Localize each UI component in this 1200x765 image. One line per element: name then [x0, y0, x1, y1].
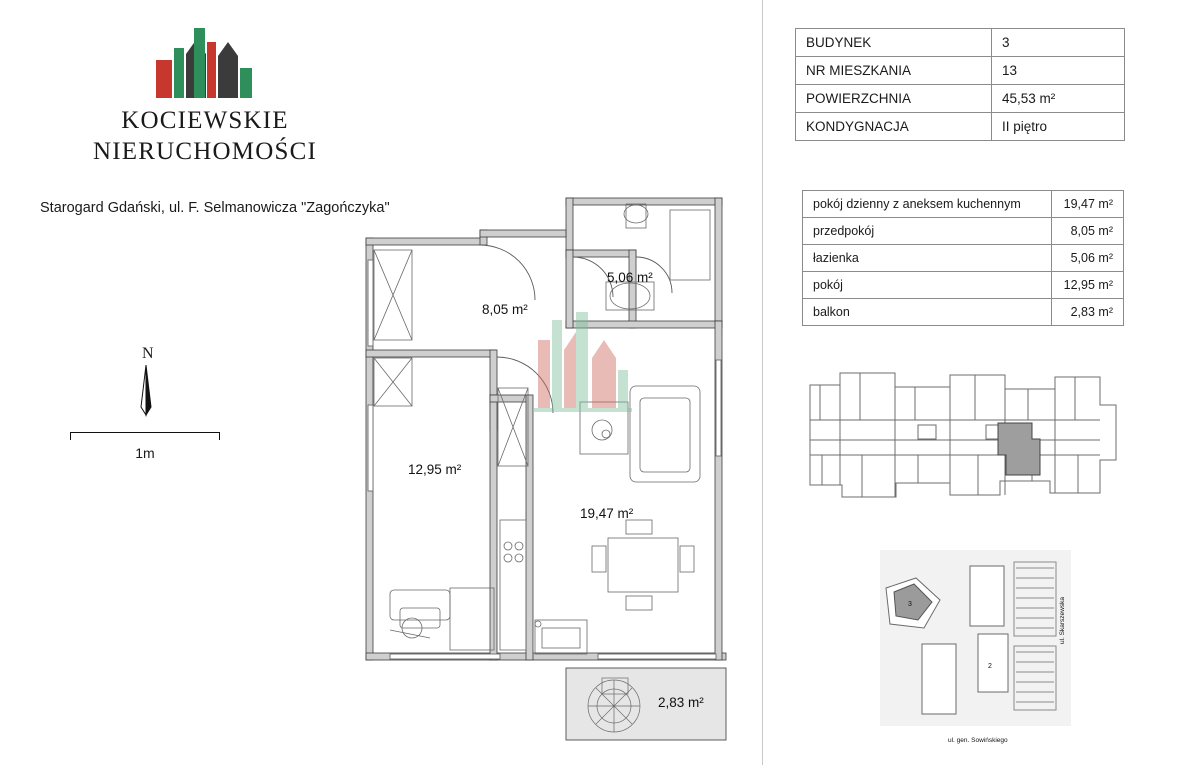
- brand-name-line2: NIERUCHOMOŚCI: [93, 137, 317, 165]
- info-key-budynek: BUDYNEK: [796, 29, 992, 57]
- table-row: [803, 299, 1124, 326]
- site-plan-drawing: [878, 548, 1073, 748]
- table-row: [796, 113, 1125, 141]
- room-label-living-room: 19,47 m²: [580, 506, 634, 521]
- table-row: [803, 218, 1124, 245]
- area-value-hall: 8,05 m²: [1052, 218, 1124, 245]
- info-value-kondygnacja: II piętro: [992, 113, 1125, 141]
- vertical-divider: [762, 0, 763, 765]
- key-plan-drawing: [800, 365, 1126, 515]
- site-building-number-2: 2: [988, 663, 992, 670]
- area-key-balcony: balkon: [803, 299, 1052, 326]
- logo-mark-icon: [150, 20, 260, 100]
- area-key-hall: przedpokój: [803, 218, 1052, 245]
- area-value-bathroom: 5,06 m²: [1052, 245, 1124, 272]
- info-value-nr-mieszkania: 13: [992, 57, 1125, 85]
- area-value-living: 19,47 m²: [1052, 191, 1124, 218]
- room-label-room: 12,95 m²: [408, 462, 462, 477]
- site-building-number-3: 3: [908, 601, 912, 608]
- table-row: [796, 29, 1125, 57]
- room-label-balcony: 2,83 m²: [658, 695, 704, 710]
- floor-plan-drawing: [330, 190, 750, 750]
- area-key-bathroom: łazienka: [803, 245, 1052, 272]
- table-row: [803, 272, 1124, 299]
- north-label: N: [142, 345, 154, 362]
- table-row: [796, 85, 1125, 113]
- site-street-label-sowinskiego: ul. gen. Sowińskiego: [948, 737, 1008, 744]
- area-value-room: 12,95 m²: [1052, 272, 1124, 299]
- room-label-hall: 8,05 m²: [482, 302, 528, 317]
- building-key-plan: [800, 365, 1126, 515]
- site-street-label-skarszewska: ul. Skarszewska: [1059, 597, 1066, 644]
- brand-logo: [40, 20, 370, 167]
- scale-bar-graphic: [70, 432, 220, 440]
- table-row: [803, 191, 1124, 218]
- logo-buildings-icon: [150, 20, 260, 100]
- brand-name-line1: KOCIEWSKIE: [121, 107, 289, 134]
- apartment-floor-plan: [330, 190, 750, 750]
- room-label-bathroom: 5,06 m²: [607, 270, 653, 285]
- area-value-balcony: 2,83 m²: [1052, 299, 1124, 326]
- highlighted-apartment: [998, 423, 1040, 475]
- info-key-nr-mieszkania: NR MIESZKANIA: [796, 57, 992, 85]
- info-value-powierzchnia: 45,53 m²: [992, 85, 1125, 113]
- table-row: [803, 245, 1124, 272]
- compass-needle-icon: [120, 345, 190, 420]
- scale-label: 1m: [135, 445, 155, 461]
- area-key-living: pokój dzienny z aneksem kuchennym: [803, 191, 1052, 218]
- room-area-table: [802, 190, 1124, 326]
- north-arrow: [120, 345, 190, 420]
- apartment-info-table: [795, 28, 1125, 141]
- site-plan: [878, 548, 1073, 748]
- info-key-powierzchnia: POWIERZCHNIA: [796, 85, 992, 113]
- property-address: Starogard Gdański, ul. F. Selmanowicza "Zagończyka": [40, 200, 390, 216]
- info-key-kondygnacja: KONDYGNACJA: [796, 113, 992, 141]
- table-row: [796, 57, 1125, 85]
- area-key-room: pokój: [803, 272, 1052, 299]
- info-value-budynek: 3: [992, 29, 1125, 57]
- scale-bar: [70, 432, 220, 461]
